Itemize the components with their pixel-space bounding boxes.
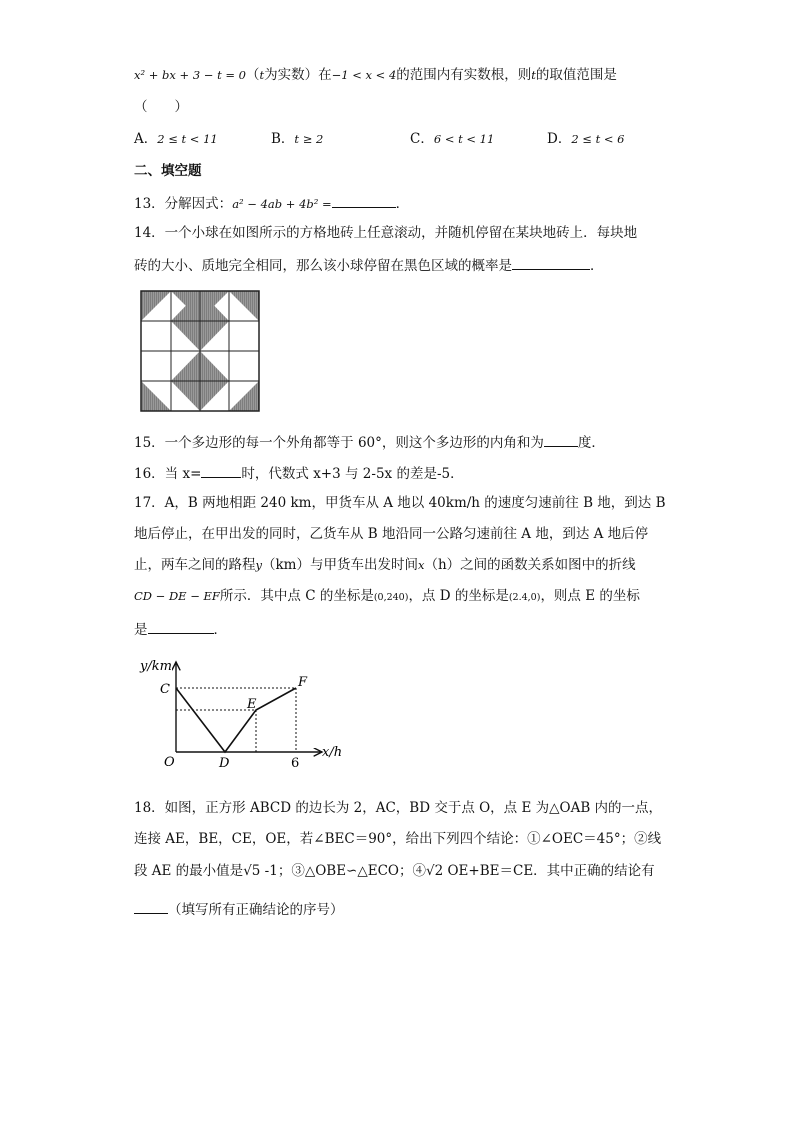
q12-bracket: （ ） (134, 99, 188, 115)
q17-line4: CD − DE − EF所示．其中点 C 的坐标是(0,240)，点 D 的坐标是(2.4,0)，则点 E 的坐标 (134, 588, 640, 604)
q17-point-c-coord: (0,240) (373, 592, 409, 603)
point-f-label: F (298, 675, 308, 690)
x-axis-label: x/h (322, 745, 343, 760)
q12-option-b[interactable]: B．t ≥ 2 (271, 131, 324, 147)
point-c-label: C (160, 682, 170, 697)
shaded-triangle (229, 381, 259, 411)
q18-line1: 18．如图，正方形 ABCD 的边长为 2，AC，BD 交于点 O，点 E 为△OAB 内的一点， (134, 800, 663, 816)
q16: 16．当 x= 时，代数式 x+3 与 2-5x 的差是-5． (134, 463, 674, 483)
q17-point-d-coord: (2.4,0) (508, 592, 541, 603)
q13: 13．分解因式：a² − 4ab + 4b² = ． (134, 193, 674, 213)
q12-rest: 的范围内有实数根，则 (396, 67, 532, 83)
q17-line5: 是 ． (134, 619, 674, 639)
q12-equation: x² + bx + 3 − t = 0 (134, 68, 246, 82)
tile-grid-figure (140, 290, 260, 412)
q17-line3: 止，两车之间的路程y（km）与甲货车出发时间x（h）之间的函数关系如图中的折线 (134, 557, 636, 573)
q13-expr: a² − 4ab + 4b² = (232, 197, 332, 211)
shaded-triangle (141, 381, 171, 411)
y-axis-label: y/km (140, 659, 172, 674)
q12-line1: x² + bx + 3 − t = 0（t为实数）在−1 < x < 4的范围内有实数根，则t的取值范围是 (134, 67, 617, 83)
q17-line1: 17．A，B 两地相距 240 km，甲货车从 A 地以 40km/h 的速度匀速前往 B 地，到达 B (134, 495, 666, 511)
q14-answer-blank[interactable] (512, 255, 590, 270)
q18-sqrt2-expr: √2 OE+BE＝CE．其中正确的结论有 (426, 863, 655, 879)
origin-label: O (164, 755, 175, 770)
q12-t: t (259, 68, 265, 82)
q14-line2: 砖的大小、质地完全相同，那么该小球停留在黑色区域的概率是 ． (134, 255, 674, 275)
q16-answer-blank[interactable] (201, 463, 241, 478)
q12-option-a[interactable]: A．2 ≤ t < 11 (134, 131, 218, 147)
q12-range: −1 < x < 4 (331, 68, 397, 82)
q17-line2: 地后停止，在甲出发的同时，乙货车从 B 地沿同一公路匀速前往 A 地，到达 A 地后停 (134, 526, 649, 542)
shaded-triangle (141, 291, 171, 321)
q18-line3: 段 AE 的最小值是√5 -1；③△OBE∽△ECO；④√2 OE+BE＝CE．其中正确的结论有 (134, 863, 655, 879)
q12-option-d[interactable]: D．2 ≤ t < 6 (547, 131, 625, 147)
q18-line2: 连接 AE，BE，CE，OE，若∠BEC＝90°，给出下列四个结论：①∠OEC＝45°；②线 (134, 831, 662, 847)
q18-answer-blank[interactable] (134, 899, 168, 914)
q12-end: 的取值范围是 (535, 67, 617, 83)
q14-line1: 14．一个小球在如图所示的方格地砖上任意滚动，并随机停留在某块地砖上．每块地 (134, 225, 638, 241)
q17-path: CD − DE − EF (134, 589, 220, 603)
q15-answer-blank[interactable] (544, 432, 578, 447)
distance-time-graph (136, 656, 356, 772)
q17-answer-blank[interactable] (148, 619, 214, 634)
point-d-label: D (219, 756, 230, 771)
q12-paren: 为实数）在 (264, 67, 332, 83)
section-title: 二、填空题 (134, 163, 202, 179)
q18-line4: （填写所有正确结论的序号） (134, 899, 674, 919)
q12-option-c[interactable]: C．6 < t < 11 (410, 131, 495, 147)
q13-answer-blank[interactable] (332, 193, 396, 208)
polyline-cdef (176, 688, 296, 752)
shaded-triangle (229, 291, 259, 321)
q18-sqrt5-expr: √5 -1；③△OBE∽△ECO；④ (243, 863, 426, 879)
q12-t2: t (531, 68, 536, 82)
point-e-label: E (247, 697, 257, 712)
q15: 15．一个多边形的每一个外角都等于 60°，则这个多边形的内角和为 度． (134, 432, 674, 452)
tick-6-label: 6 (291, 756, 300, 771)
